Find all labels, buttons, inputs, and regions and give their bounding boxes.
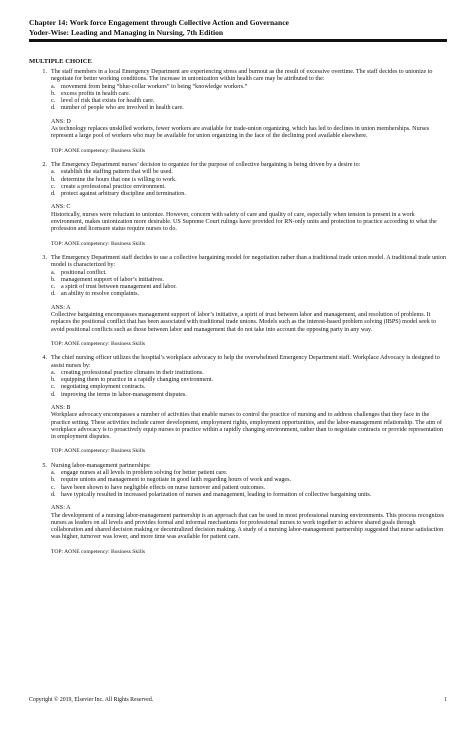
option-text: management support of labor’s initiatives. [61, 276, 164, 283]
option-text: determine the hours that one is willing to work. [61, 176, 177, 183]
answer-key: ANS: A [51, 304, 71, 311]
option-text: establish the staffing pattern that will be used. [61, 169, 173, 176]
section-title: MULTIPLE CHOICE [29, 58, 92, 65]
header-rule [29, 39, 447, 42]
question-number: 1. [42, 69, 47, 75]
option-text: a spirit of trust between management and labor. [61, 284, 177, 291]
page-number: 1 [444, 697, 447, 703]
topic-tag: TOP: AONE competency: Business Skills [51, 240, 146, 247]
option-letter: a. [51, 269, 56, 276]
option-letter: c. [51, 284, 56, 291]
question-item [29, 255, 447, 348]
option-text: improving the terms in labor-management disputes. [61, 391, 187, 398]
topic-tag: TOP: AONE competency: Business Skills [51, 448, 146, 455]
book-subtitle: Yoder-Wise: Leading and Managing in Nursing, 7th Edition [29, 27, 224, 37]
answer-option [29, 177, 447, 184]
option-text: protect against arbitrary discipline and termination. [61, 191, 186, 198]
option-letter: b. [51, 377, 56, 384]
option-letter: c. [51, 98, 56, 105]
option-text: equipping them to practice in a rapidly changing environment. [61, 377, 214, 384]
option-text: positional conflict. [61, 269, 107, 276]
option-letter: b. [51, 276, 56, 283]
chapter-title: Chapter 14: Work force Engagement through Collective Action and Governance [29, 18, 289, 27]
option-text: creating professional practice climates in their institutions. [61, 369, 204, 376]
question-stem: The Emergency Department staff decides to use a collective bargaining model for negotiation rather than a traditional trade union model. A traditional trade union model is characterized by: [51, 254, 446, 269]
option-text: require unions and management to negotiate in good faith regarding hours of work and wages. [61, 477, 291, 484]
option-letter: b. [51, 477, 56, 484]
option-letter: a. [51, 169, 56, 176]
answer-option [29, 270, 447, 277]
answer-option [29, 84, 447, 91]
answer-key: ANS: B [51, 404, 71, 411]
option-letter: d. [51, 391, 56, 398]
question-number: 5. [42, 462, 47, 469]
rationale: The development of a nursing labor-management partnership is an approach that can be used in most professional nursing environments. This process recognizes nurses as leaders on all levels and provides formal and informal mechanisms for professional nurses to work together to achieve shared goals through collaboration and shared decision making or decentralized decision making. A study of a nursing labor-management partnership suggested that nurse satisfaction was higher, turnover was lower, and more time was available for patient care. [51, 512, 445, 541]
option-letter: a. [51, 369, 56, 376]
option-letter: b. [51, 90, 56, 97]
answer-option [29, 105, 447, 112]
rationale: Workplace advocacy encompasses a number of activities that enable nurses to control the practice of nursing and to address challenges that they face in the practice setting. These activities include career development, employment rights, employment opportunities, and the labor-management relationship. The aim of workplace advocacy is to proactively equip nurses to practice within a rapidly changing environment, rather than to negotiate contracts or provide representation in employment disputes. [51, 412, 443, 441]
answer-option [29, 384, 447, 391]
option-text: number of people who are involved in health care. [61, 105, 184, 112]
question-item [29, 69, 447, 155]
question-stem: Nursing labor-management partnerships: [51, 462, 151, 469]
answer-option [29, 392, 447, 399]
question-item [29, 355, 447, 456]
question-number: 4. [42, 355, 47, 362]
answer-option [29, 191, 447, 198]
topic-tag: TOP: AONE competency: Business Skills [51, 340, 146, 347]
topic-tag: TOP: AONE competency: Business Skills [51, 548, 146, 555]
option-text: level of risk that exists for health care. [61, 98, 155, 105]
question-stem: The Emergency Department nurses’ decision to organize for the purpose of collective bargaining is being driven by a desire to: [51, 161, 361, 168]
answer-option [29, 377, 447, 384]
answer-option [29, 370, 447, 377]
option-letter: d. [51, 105, 56, 112]
answer-option [29, 492, 447, 499]
question-item [29, 162, 447, 248]
question-number: 2. [42, 161, 47, 168]
option-letter: a. [51, 470, 56, 477]
option-letter: c. [51, 384, 56, 391]
option-text: negotiating employment contracts. [61, 384, 146, 391]
answer-option [29, 169, 447, 176]
question-item [29, 463, 447, 556]
question-number: 3. [42, 254, 47, 261]
option-text: have typically resulted in increased polarization of nurses and management, leading to formation of collective bargaining units. [61, 491, 372, 498]
question-list [29, 69, 447, 563]
rationale: Collective bargaining encompasses management support of labor’s initiative, a spirit of trust between labor and management, and resolution of problems. It replaces the positional conflict that has been associated with traditional trade unions. Models such as the interest-based problem solving (IBPS) model seek to avoid positional conflicts such as those between labor and management that do not take into account the opposing party in any way. [51, 312, 436, 333]
answer-key: ANS: A [51, 505, 71, 512]
option-letter: d. [51, 291, 56, 298]
answer-option [29, 477, 447, 484]
document-header [29, 18, 447, 37]
answer-option [29, 284, 447, 291]
page-footer [29, 697, 447, 703]
option-text: excess profits in health care. [61, 90, 131, 97]
option-letter: c. [51, 183, 56, 190]
option-text: movement from being “blue-collar workers” to being “knowledge workers.” [61, 83, 248, 90]
answer-key: ANS: C [51, 204, 71, 211]
answer-key: ANS: D [51, 118, 71, 125]
option-letter: d. [51, 191, 56, 198]
copyright-notice: Copyright © 2019, Elsevier Inc. All Rights Reserved. [29, 697, 154, 703]
answer-option [29, 291, 447, 298]
option-text: an ability to resolve complaints. [61, 291, 140, 298]
option-text: engage nurses at all levels in problem solving for better patient care. [61, 470, 228, 477]
option-text: create a professional practice environment. [61, 183, 166, 190]
rationale: Historically, nurses were reluctant to unionize. However, concern with safety of care and quality of care, especially when tension is present in a work environment, makes unionization more desirable. US Supreme Court rulings have provided for RN-only units and protection to practice according to what the profession and licensure status require nurses to do. [51, 211, 437, 233]
question-stem: The chief nursing officer utilizes the hospital’s workplace advocacy to help the overwhelmed Emergency Department staff. Workplace Advocacy is designed to assist nurses by: [51, 355, 440, 369]
answer-option [29, 184, 447, 191]
option-letter: b. [51, 176, 56, 183]
topic-tag: TOP: AONE competency: Business Skills [51, 147, 146, 154]
option-letter: c. [51, 484, 56, 491]
question-stem: The staff members in a local Emergency Department are experiencing stress and burnout as the result of excessive overtime. The staff decides to unionize to negotiate for better working conditions. The increase in unionization within health care may be attributed to the: [51, 69, 433, 83]
option-letter: d. [51, 491, 56, 498]
option-letter: a. [51, 83, 56, 90]
option-text: have been shown to have negligible effects on nurse turnover and patient outcomes. [61, 484, 266, 491]
answer-option [29, 485, 447, 492]
rationale: As technology replaces unskilled workers, fewer workers are available for trade-union organizing, which has led to declines in union memberships. Nurses represent a large pool of workers who may be available for union organizing in the face of the declining pool available elsewhere. [51, 126, 430, 140]
